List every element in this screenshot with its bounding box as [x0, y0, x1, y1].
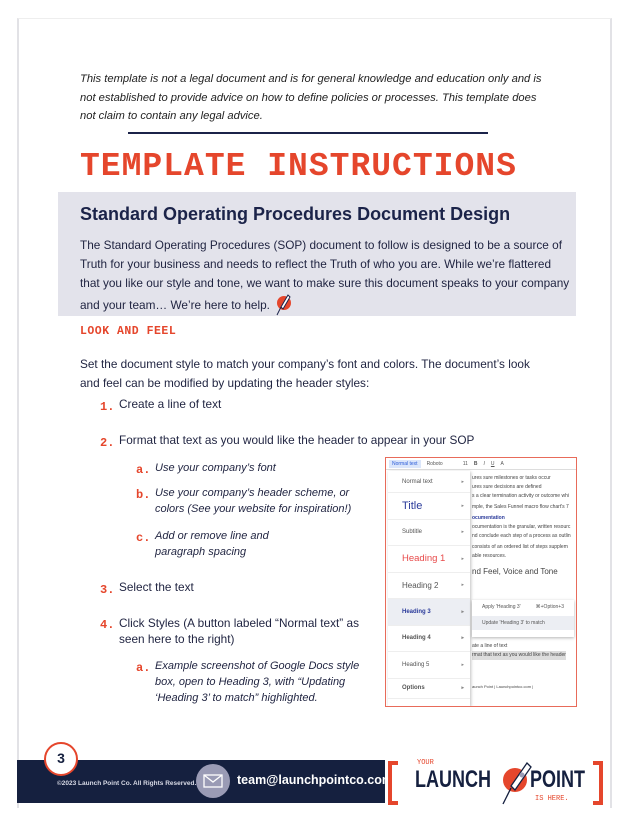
docs-toolbar: Normal text Roboto 11 B I U A	[386, 458, 576, 470]
step-2c	[136, 528, 269, 558]
intro-body: The Standard Operating Procedures (SOP) document to follow is designed to be a source of Truth for your business and needs to reflect the Truth of who you are. While we’re flattered that you like our style and tone, we want to make sure this document speaks to your company and your team… We’re here to help.	[80, 236, 570, 317]
logo-point: POINT	[530, 766, 586, 793]
step-text: Use your company’s header scheme, or colors (See your website for inspiration!)	[155, 487, 352, 515]
menu-normal-text: Normal text ▸	[388, 471, 470, 493]
logo-bracket-left	[388, 761, 398, 805]
copyright: ©2023 Launch Point Co. All Rights Reserved.	[57, 780, 197, 787]
step-text: Example screenshot of Google Docs style box, open to Heading 3, with “Updating ‘Heading 3’ to match” highlighted.	[155, 660, 360, 704]
page-number: 3	[44, 742, 78, 776]
step-text: Use your company’s font	[155, 462, 276, 474]
step-2	[100, 433, 475, 451]
logo-your: YOUR	[417, 759, 434, 767]
step-number: 4.	[100, 618, 115, 632]
step-text: Add or remove line and paragraph spacing	[155, 530, 269, 558]
font-dropdown: Roboto	[426, 460, 443, 467]
step-number: 3.	[100, 583, 115, 597]
step-2a	[136, 460, 276, 478]
step-number: 1.	[100, 400, 115, 414]
intro-box	[58, 192, 576, 316]
step-number: c.	[136, 531, 151, 545]
mail-icon	[196, 764, 230, 798]
logo-launch: LAUNCH	[415, 766, 491, 793]
step-number: b.	[136, 488, 151, 502]
logo-bracket-right	[593, 761, 603, 805]
menu-title: Title ▸	[388, 493, 470, 520]
doc-text: ate a line of text rmat that text as you would like the header	[472, 643, 566, 658]
step-2b	[136, 485, 352, 515]
menu-heading-3: Heading 3 ▸	[388, 599, 470, 626]
styles-menu	[388, 471, 470, 706]
intro-heading: Standard Operating Procedures Document Design	[80, 204, 511, 224]
menu-heading-5: Heading 5 ▸	[388, 652, 470, 679]
logo-tagline: IS HERE.	[535, 795, 569, 803]
step-text: Create a line of text	[119, 397, 222, 411]
step-text: Click Styles (A button labeled “Normal text” as seen here to the right)	[119, 616, 359, 646]
style-dropdown: Normal text	[389, 460, 421, 468]
google-docs-screenshot	[385, 457, 577, 707]
email-link[interactable]: team@launchpointco.com	[237, 773, 393, 787]
disclaimer: This template is not a legal document and is for general knowledge and education only and is not established to provide advice on how to define policies or processes. This template does not claim to contain any legal advice.	[80, 73, 542, 122]
step-number: a.	[136, 463, 151, 477]
step-4a	[136, 658, 360, 704]
shortcut: ⌘+Option+3	[535, 604, 564, 610]
update-heading-3: Update 'Heading 3' to match	[472, 616, 574, 630]
apply-heading-3: Apply 'Heading 3'	[482, 604, 521, 610]
rocket-icon	[273, 293, 295, 317]
step-text: Format that text as you would like the header to appear in your SOP	[119, 433, 475, 447]
section-body: Set the document style to match your company’s font and colors. The document’s look and feel can be modified by updating the header styles:	[80, 357, 530, 390]
menu-subtitle: Subtitle ▸	[388, 520, 470, 547]
step-1	[100, 397, 222, 415]
step-4	[100, 615, 359, 646]
menu-heading-2: Heading 2 ▸	[388, 573, 470, 600]
font-size: 11	[462, 460, 468, 467]
menu-heading-1: Heading 1 ▸	[388, 546, 470, 573]
heading-3-submenu	[472, 600, 574, 637]
rocket-icon	[497, 760, 533, 806]
step-text: Select the text	[119, 580, 194, 594]
page-title: TEMPLATE INSTRUCTIONS	[80, 148, 517, 185]
doc-text: ures sure milestones or tasks occur ures sure decisions are defined s a clear termination activity or outcome whi mple, the Sales Funnel macro flow chart's 7 ocumentation ocumentation is the granular, written resourc nd conclude each step of a process as outlin consists of an ordered list of steps supplem able resources. nd Feel, Voice and Tone	[472, 475, 571, 576]
step-number: a.	[136, 661, 151, 675]
menu-options: Options ▸	[388, 679, 470, 699]
step-number: 2.	[100, 436, 115, 450]
menu-heading-4: Heading 4 ▸	[388, 626, 470, 653]
section-heading: LOOK AND FEEL	[80, 325, 177, 338]
step-3	[100, 580, 194, 598]
doc-footer-text: aunch Point | Launchpointco.com |	[472, 684, 534, 689]
launch-point-logo	[385, 758, 611, 808]
divider	[128, 132, 488, 134]
